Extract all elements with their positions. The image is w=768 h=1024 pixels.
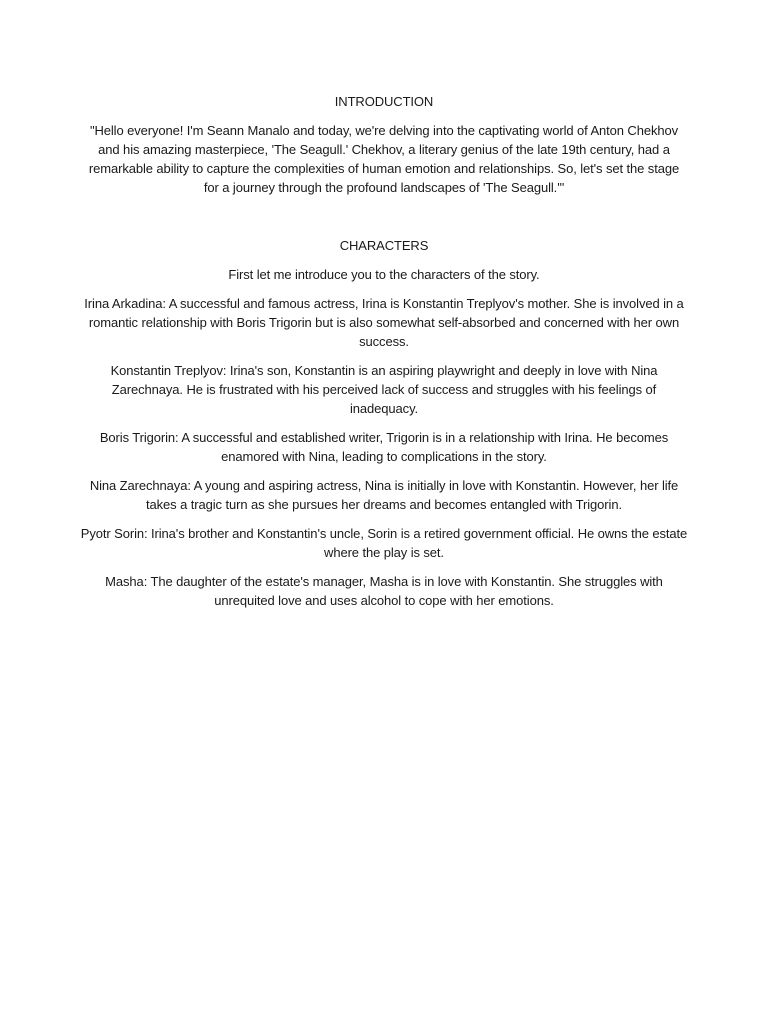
introduction-paragraph: "Hello everyone! I'm Seann Manalo and today, we're delving into the captivating world of Anton Chekhov and his amazing masterpiece, 'The Seagull.' Chekhov, a literary genius of the late 19th century, had a remarkable ability to capture the complexities of human emotion and relationships. So, let's set the stage for a journey through the profound landscapes of 'The Seagull.'" <box>88 123 680 195</box>
character-pyotr-sorin: Pyotr Sorin: Irina's brother and Konstantin's uncle, Sorin is a retired government official. He owns the estate where the play is set. <box>80 526 688 560</box>
character-masha: Masha: The daughter of the estate's manager, Masha is in love with Konstantin. She struggles with unrequited love and uses alcohol to cope with her emotions. <box>105 574 663 608</box>
section-spacer <box>80 207 688 236</box>
character-irina-arkadina: Irina Arkadina: A successful and famous actress, Irina is Konstantin Treplyov's mother. She is involved in a romantic relationship with Boris Trigorin but is also somewhat self-absorbed and concerned with her own success. <box>84 296 684 349</box>
introduction-heading: INTRODUCTION <box>334 94 434 109</box>
characters-heading: CHARACTERS <box>339 238 429 253</box>
character-konstantin-treplyov: Konstantin Treplyov: Irina's son, Konstantin is an aspiring playwright and deeply in love with Nina Zarechnaya. He is frustrated with his perceived lack of success and struggles with his feelings of inadequacy. <box>110 363 658 416</box>
characters-intro: First let me introduce you to the characters of the story. <box>228 267 540 282</box>
document-page <box>80 92 688 620</box>
character-boris-trigorin: Boris Trigorin: A successful and established writer, Trigorin is in a relationship with Irina. He becomes enamored with Nina, leading to complications in the story. <box>99 430 669 464</box>
character-nina-zarechnaya: Nina Zarechnaya: A young and aspiring actress, Nina is initially in love with Konstantin. However, her life takes a tragic turn as she pursues her dreams and becomes entangled with Trigorin. <box>89 478 679 512</box>
